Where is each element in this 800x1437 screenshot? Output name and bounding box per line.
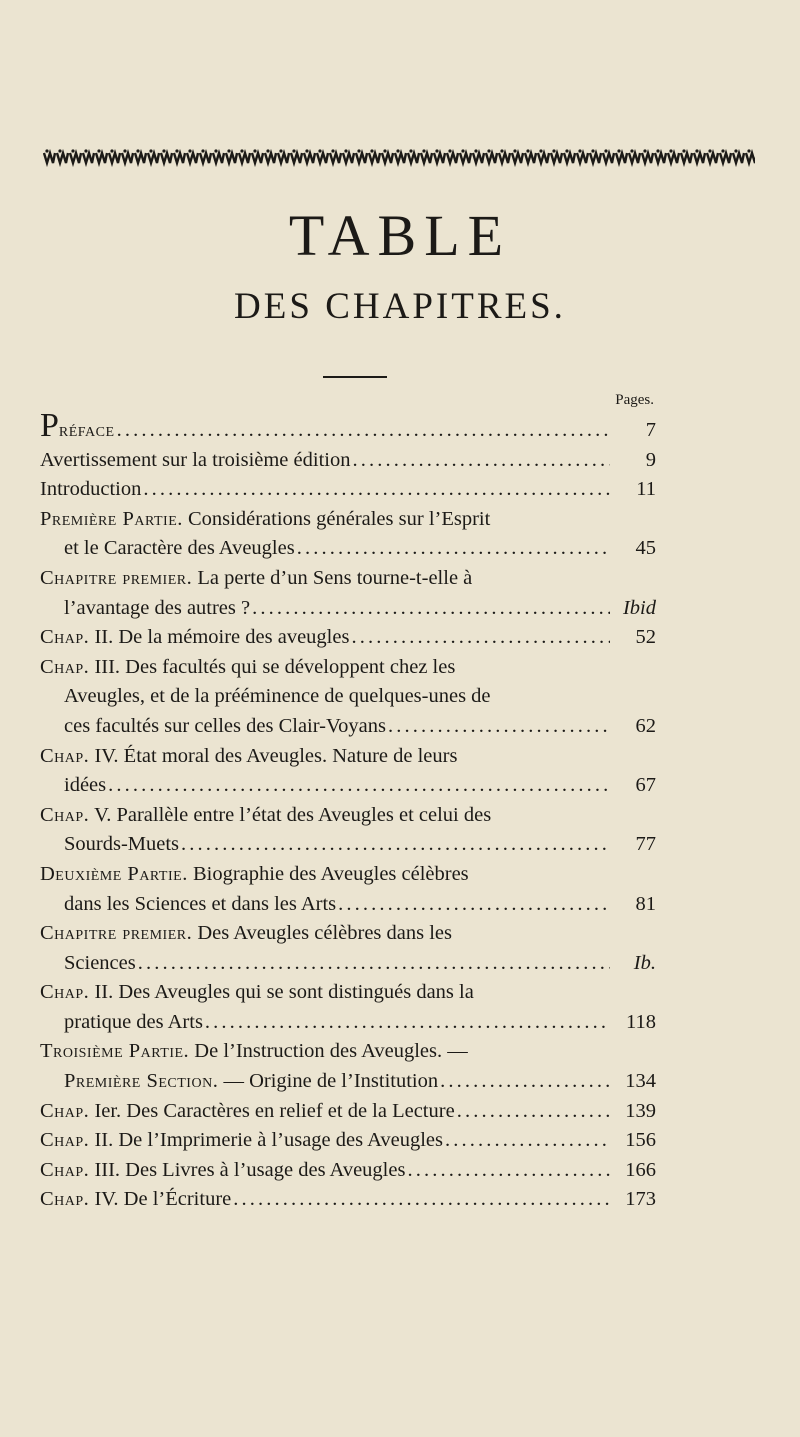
dot-leader — [108, 771, 610, 801]
toc-entry-line — [40, 919, 656, 949]
toc-entry-line — [40, 564, 656, 594]
toc-entry — [40, 407, 656, 446]
dot-leader — [205, 1008, 610, 1038]
toc-entry-text: idées — [64, 774, 107, 797]
toc-entry-text: Considérations générales sur l’Esprit — [182, 507, 491, 530]
dot-leader — [338, 890, 610, 920]
toc-entry — [40, 505, 656, 564]
page-title: TABLE — [288, 203, 512, 268]
toc-entry-final-line — [40, 446, 656, 476]
toc-entry-final-line — [40, 534, 656, 564]
toc-page-number: 166 — [625, 1158, 656, 1181]
toc-page-number: 134 — [625, 1070, 656, 1093]
toc-entry-final-line — [40, 594, 656, 624]
toc-entry-text: Des Aveugles célèbres dans les — [192, 922, 452, 945]
toc-entry-title — [64, 890, 336, 920]
toc-entry-final-line — [40, 1008, 656, 1038]
toc-entry-text: La perte d’un Sens tourne-t-elle à — [192, 566, 473, 589]
toc-entry — [40, 978, 656, 1037]
ornament-border — [43, 147, 755, 169]
toc-heading-label: Chap. — [40, 744, 90, 767]
toc-entry-text: Aveugles, et de la prééminence de quelques-unes de — [64, 685, 491, 708]
toc-page-number: 62 — [635, 714, 656, 737]
toc-heading-label: Chap. — [40, 1099, 90, 1122]
title-rule — [323, 376, 387, 378]
toc-page-number: 45 — [635, 537, 656, 560]
dot-leader — [388, 712, 610, 742]
toc-entry-text: V. Parallèle entre l’état des Aveugles et celui des — [89, 803, 492, 826]
toc-entry-line — [40, 505, 656, 535]
toc-entry-final-line — [40, 949, 656, 979]
toc-page-number: 156 — [625, 1129, 656, 1152]
pages-column-label: Pages. — [615, 392, 654, 408]
toc-page-number: Ib. — [633, 951, 656, 974]
toc-entry-text: Sourds-Muets — [64, 833, 180, 856]
toc-heading-label: Première Partie. — [40, 507, 183, 530]
toc-entry-title — [40, 446, 350, 476]
toc-entry — [40, 1037, 656, 1096]
toc-entry-text: IV. État moral des Aveugles. Nature de leurs — [89, 744, 458, 767]
toc-entry-title — [64, 949, 136, 979]
toc-entry-text: Avertissement sur la troisième édition — [40, 448, 351, 471]
dot-leader — [252, 594, 610, 624]
dot-leader — [233, 1185, 610, 1215]
dot-leader — [407, 1156, 610, 1186]
toc-entry — [40, 653, 656, 742]
toc-entry-title — [40, 407, 115, 446]
toc-entry-final-line — [40, 1126, 656, 1156]
toc-entry-final-line — [40, 1067, 656, 1097]
dot-leader — [445, 1126, 610, 1156]
toc-entry-final-line — [40, 407, 656, 446]
toc-heading-label: Troisième Partie. — [40, 1040, 190, 1063]
dot-leader — [457, 1097, 610, 1127]
toc-page-number: 11 — [636, 478, 656, 501]
toc-page-number: 52 — [635, 626, 656, 649]
toc-entry-title — [64, 712, 386, 742]
drop-capital: P — [40, 407, 59, 444]
toc-entry — [40, 919, 656, 978]
toc-heading-label: Chap. — [40, 803, 90, 826]
toc-entry-text: IV. De l’Écriture — [89, 1188, 232, 1211]
toc-entry-final-line — [40, 1185, 656, 1215]
toc-entry-text: et le Caractère des Aveugles — [64, 537, 295, 560]
dot-leader — [352, 446, 610, 476]
toc-entry-final-line — [40, 890, 656, 920]
dot-leader — [440, 1067, 610, 1097]
toc-entry-text: pratique des Arts — [64, 1010, 203, 1033]
toc-entry-title — [64, 1067, 438, 1097]
toc-entry-text: II. Des Aveugles qui se sont distingués dans la — [89, 981, 474, 1004]
toc-entry — [40, 742, 656, 801]
toc-heading-label: Première Section. — [64, 1070, 219, 1093]
toc-entry-title — [40, 1126, 443, 1156]
toc-entry — [40, 623, 656, 653]
toc-entry-text: II. De l’Imprimerie à l’usage des Aveugles — [89, 1129, 443, 1152]
toc-heading-label: Chap. — [40, 1158, 90, 1181]
toc-entry-title — [64, 1008, 203, 1038]
toc-page-number: 9 — [645, 448, 656, 471]
toc-entry-text: III. Des Livres à l’usage des Aveugles — [89, 1158, 406, 1181]
dot-leader — [143, 475, 610, 505]
toc-entry-title — [40, 475, 141, 505]
toc-entry — [40, 1097, 656, 1127]
toc-page-number: 67 — [635, 774, 656, 797]
toc-entry-text: III. Des facultés qui se développent chez les — [89, 655, 456, 678]
toc-page-number: 77 — [635, 833, 656, 856]
toc-entry — [40, 801, 656, 860]
toc-heading-label: Deuxième Partie. — [40, 862, 188, 885]
toc-page-number: 173 — [625, 1188, 656, 1211]
toc-entry-line — [40, 801, 656, 831]
toc-heading-label: Chap. — [40, 981, 90, 1004]
toc-entry-line — [40, 978, 656, 1008]
toc-entry-final-line — [40, 1097, 656, 1127]
toc-entry-title — [64, 771, 106, 801]
toc-page-number: 118 — [626, 1010, 656, 1033]
toc-entry-line — [40, 1037, 656, 1067]
toc-entry — [40, 860, 656, 919]
toc-entry-line — [40, 653, 656, 683]
page-subtitle: DES CHAPITRES. — [234, 286, 566, 327]
toc-entry-text: Sciences — [64, 951, 136, 974]
toc-heading-label: réface — [58, 419, 115, 441]
toc-entry — [40, 1126, 656, 1156]
toc-heading-label: Chapitre premier. — [40, 922, 193, 945]
toc-entry-title — [40, 1185, 231, 1215]
toc-entry-text: dans les Sciences et dans les Arts — [64, 892, 337, 915]
toc-entry-line — [40, 682, 656, 712]
toc-heading-label: Chap. — [40, 655, 90, 678]
dot-leader — [117, 416, 610, 446]
toc-entry-final-line — [40, 830, 656, 860]
toc-entry-line — [40, 860, 656, 890]
toc-entry-text: Introduction — [40, 478, 142, 501]
dot-leader — [138, 949, 610, 979]
toc-entry — [40, 564, 656, 623]
dot-leader — [181, 830, 610, 860]
toc-page-number: 81 — [635, 892, 656, 915]
toc-entry — [40, 1156, 656, 1186]
dot-leader — [351, 623, 610, 653]
toc-entry — [40, 1185, 656, 1215]
toc-entry-text: Biographie des Aveugles célèbres — [187, 862, 469, 885]
toc-entry-text: — Origine de l’Institution — [218, 1070, 439, 1093]
dot-leader — [297, 534, 610, 564]
toc-entry-final-line — [40, 1156, 656, 1186]
toc-page-number: 139 — [625, 1099, 656, 1122]
toc-entry-text: ces facultés sur celles des Clair-Voyans — [64, 714, 386, 737]
toc-heading-label: Chap. — [40, 626, 90, 649]
toc-entry-final-line — [40, 623, 656, 653]
toc-entry-title — [64, 594, 250, 624]
toc-heading-label: Chapitre premier. — [40, 566, 193, 589]
toc-entry-title — [64, 534, 295, 564]
toc-entry-final-line — [40, 712, 656, 742]
toc-entry-title — [40, 1156, 405, 1186]
toc-entry-text: De l’Instruction des Aveugles. — — [189, 1040, 468, 1063]
toc-entry-title — [40, 623, 349, 653]
toc-entry — [40, 446, 656, 476]
toc-entry-text: Ier. Des Caractères en relief et de la Lecture — [89, 1099, 455, 1122]
toc-entry-title — [40, 1097, 455, 1127]
toc-entry-text: l’avantage des autres ? — [64, 596, 251, 619]
toc-entry-final-line — [40, 771, 656, 801]
toc-entry — [40, 475, 656, 505]
toc-heading-label: Chap. — [40, 1188, 90, 1211]
toc-entry-final-line — [40, 475, 656, 505]
toc-entry-text: II. De la mémoire des aveugles — [89, 626, 350, 649]
toc-page-number: Ibid — [622, 596, 656, 619]
toc-entry-line — [40, 742, 656, 772]
toc-entry-title — [64, 830, 179, 860]
table-of-contents — [40, 407, 656, 1215]
toc-heading-label: Chap. — [40, 1129, 90, 1152]
toc-page-number: 7 — [645, 419, 656, 441]
